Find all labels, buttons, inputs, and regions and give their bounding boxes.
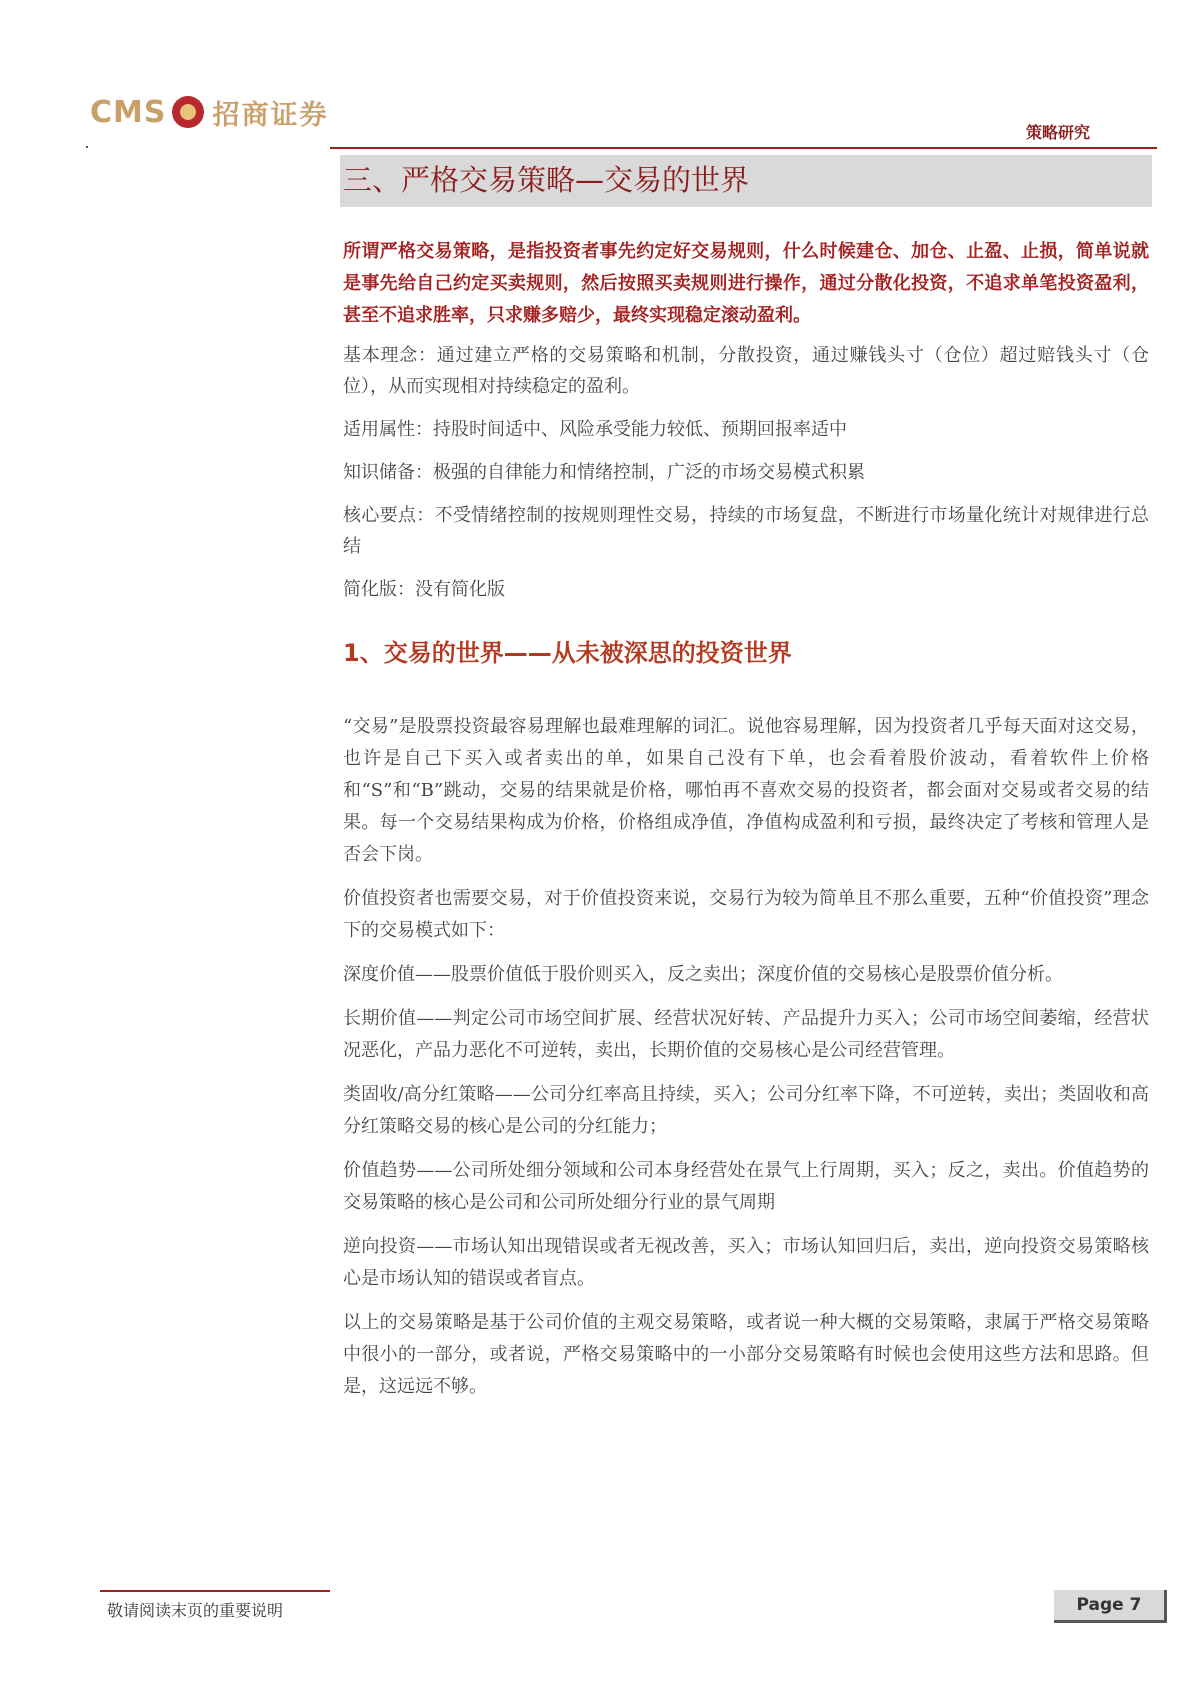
body-paragraph: 深度价值——股票价值低于股价则买入，反之卖出；深度价值的交易核心是股票价值分析。: [343, 964, 1063, 985]
body-paragraph: 以上的交易策略是基于公司价值的主观交易策略，或者说一种大概的交易策略，隶属于严格交易策略中很小的一部分，或者说，严格交易策略中的一小部分交易策略有时候也会使用这些方法和思路。但是，这远远不够。: [343, 1312, 1149, 1397]
attribute-basic-concept: 基本理念：通过建立严格的交易策略和机制，分散投资，通过赚钱头寸（仓位）超过赔钱头寸（仓位），从而实现相对持续稳定的盈利。: [343, 345, 1149, 397]
main-content: [343, 236, 1149, 1415]
body-paragraph: 价值投资者也需要交易，对于价值投资来说，交易行为较为简单且不那么重要，五种“价值投资”理念下的交易模式如下：: [343, 888, 1149, 941]
attribute-simplified: 简化版：没有简化版: [343, 579, 505, 600]
attribute-knowledge: 知识储备：极强的自律能力和情绪控制，广泛的市场交易模式积累: [343, 462, 865, 483]
intro-paragraph: 所谓严格交易策略，是指投资者事先约定好交易规则，什么时候建仓、加仓、止盈、止损，简单说就是事先给自己约定买卖规则，然后按照买卖规则进行操作，通过分散化投资，不追求单笔投资盈利，甚至不追求胜率，只求赚多赔少，最终实现稳定滚动盈利。: [343, 241, 1149, 326]
body-paragraph: 价值趋势——公司所处细分领域和公司本身经营处在景气上行周期，买入；反之，卖出。价值趋势的交易策略的核心是公司和公司所处细分行业的景气周期: [343, 1160, 1149, 1213]
body-paragraph: 类固收/高分红策略——公司分红率高且持续，买入；公司分红率下降，不可逆转，卖出；类固收和高分红策略交易的核心是公司的分红能力；: [343, 1084, 1149, 1137]
attribute-applicability: 适用属性：持股时间适中、风险承受能力较低、预期回报率适中: [343, 419, 847, 440]
logo-cms-text: CMS: [90, 94, 167, 130]
attribute-key-points: 核心要点：不受情绪控制的按规则理性交易，持续的市场复盘，不断进行市场量化统计对规律进行总结: [343, 505, 1149, 557]
report-category: 策略研究: [1025, 123, 1090, 142]
logo-chinese-name: 招商证券: [212, 99, 329, 131]
margin-dot: [86, 146, 88, 148]
section-title: 三、严格交易策略—交易的世界: [343, 163, 750, 197]
body-paragraph: 逆向投资——市场认知出现错误或者无视改善，买入；市场认知回归后，卖出，逆向投资交易策略核心是市场认知的错误或者盲点。: [343, 1236, 1149, 1289]
body-paragraph: 长期价值——判定公司市场空间扩展、经营状况好转、产品提升力买入；公司市场空间萎缩，经营状况恶化，产品力恶化不可逆转，卖出，长期价值的交易核心是公司经营管理。: [343, 1008, 1149, 1061]
body-paragraph: “交易”是股票投资最容易理解也最难理解的词汇。说他容易理解，因为投资者几乎每天面对这交易，也许是自己下买入或者卖出的单，如果自己没有下单，也会看着股价波动，看着软件上价格和“S”和“B”跳动，交易的结果就是价格，哪怕再不喜欢交易的投资者，都会面对交易或者交易的结果。每一个交易结果构成为价格，价格组成净值，净值构成盈利和亏损，最终决定了考核和管理人是否会下岗。: [343, 716, 1149, 865]
subsection-title: 1、交易的世界——从未被深思的投资世界: [343, 639, 792, 667]
footer-disclaimer-note: 敬请阅读末页的重要说明: [107, 1601, 284, 1620]
footer-divider: [100, 1590, 330, 1592]
company-logo: [90, 92, 328, 132]
logo-emblem-icon: [172, 96, 204, 128]
header-divider: [330, 147, 1157, 149]
page-number: Page 7: [1054, 1590, 1167, 1623]
